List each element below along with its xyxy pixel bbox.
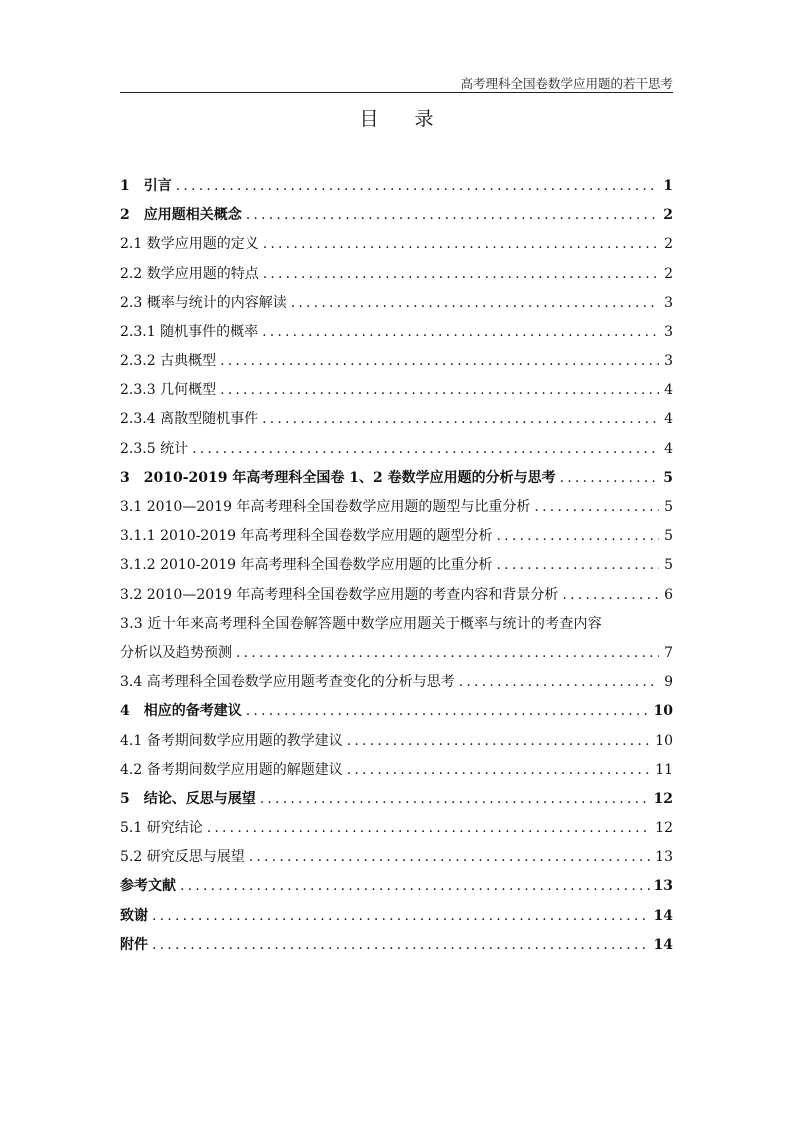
toc-entry[interactable] (120, 727, 673, 756)
toc-page-number: 3 (664, 353, 673, 370)
header-rule (120, 92, 673, 93)
toc-leader-dots (246, 697, 650, 726)
toc-leader-dots (347, 756, 651, 785)
toc-leader-dots (180, 872, 650, 901)
toc-leader-dots (497, 522, 659, 551)
toc-entry-text-line1[interactable]: 3.3 近十年来高考理科全国卷解答题中数学应用题关于概率与统计的考查内容 (120, 615, 602, 632)
toc-page-number: 12 (653, 790, 673, 807)
toc-entry-text: 5.1 研究结论 (120, 820, 203, 837)
page-title: 目录 (359, 108, 470, 130)
toc-leader-dots (246, 201, 659, 230)
toc-entry-text: 2.1 数学应用题的定义 (120, 236, 259, 253)
toc-leader-dots (262, 318, 659, 347)
toc-page-number: 11 (655, 761, 673, 778)
toc-page-number: 5 (664, 528, 673, 545)
toc-entry[interactable] (120, 230, 673, 259)
toc-page-number: 14 (653, 936, 673, 953)
toc-entry-text: 2.3.4 离散型随机事件 (120, 411, 259, 428)
toc-page-number: 2 (664, 265, 673, 282)
toc-entry[interactable] (120, 756, 673, 785)
toc-entry-text: 致谢 (120, 907, 148, 924)
toc-leader-dots (263, 230, 659, 259)
toc-leader-dots (249, 843, 651, 872)
toc-page-number: 4 (664, 440, 673, 457)
toc-entry[interactable] (120, 347, 673, 376)
toc-entry[interactable] (120, 551, 673, 580)
toc-entry-text: 2.2 数学应用题的特点 (120, 265, 259, 282)
toc-entry-text: 2 应用题相关概念 (120, 207, 242, 224)
toc-entry[interactable] (120, 318, 673, 347)
toc-page-number: 10 (653, 703, 673, 720)
toc-entry-text: 4 相应的备考建议 (120, 703, 242, 720)
toc-entry-text: 2.3.5 统计 (120, 440, 189, 457)
toc-entry-text: 4.2 备考期间数学应用题的解题建议 (120, 761, 343, 778)
toc-leader-dots (236, 639, 659, 668)
toc-page-number: 5 (663, 469, 673, 486)
toc-leader-dots (291, 289, 659, 318)
toc-entry-text: 3.1 2010—2019 年高考理科全国卷数学应用题的题型与比重分析 (120, 499, 531, 516)
toc-entry-text: 3.1.1 2010-2019 年高考理科全国卷数学应用题的题型分析 (120, 528, 493, 545)
toc-page-number: 3 (664, 323, 673, 340)
toc-entry-text: 3.4 高考理科全国卷数学应用题考查变化的分析与思考 (120, 674, 455, 691)
toc-page-number: 1 (663, 177, 673, 194)
toc-entry[interactable] (120, 289, 673, 318)
toc-leader-dots (152, 931, 650, 960)
toc-entry[interactable] (120, 376, 673, 405)
toc-leader-dots (192, 435, 659, 464)
toc-leader-dots (207, 814, 651, 843)
toc-leader-dots (176, 172, 659, 201)
toc-page-number: 2 (664, 236, 673, 253)
toc-entry[interactable] (120, 172, 673, 201)
toc-entry-text: 2.3.2 古典概型 (120, 353, 217, 370)
toc-entry[interactable] (120, 581, 673, 610)
toc-page-number: 5 (664, 499, 673, 516)
toc-entry-text: 5.2 研究反思与展望 (120, 849, 245, 866)
toc-entry[interactable] (120, 493, 673, 522)
toc-page-number: 7 (664, 644, 673, 661)
toc-entry-text: 附件 (120, 936, 148, 953)
toc-entry-text: 4.1 备考期间数学应用题的教学建议 (120, 732, 343, 749)
toc-entry-text: 3.1.2 2010-2019 年高考理科全国卷数学应用题的比重分析 (120, 557, 493, 574)
toc-page-number: 4 (664, 382, 673, 399)
toc-entry-text: 2.3 概率与统计的内容解读 (120, 294, 287, 311)
toc-entry[interactable] (120, 873, 673, 902)
toc-page-number: 13 (653, 878, 673, 895)
toc-entry[interactable] (120, 522, 673, 551)
toc-leader-dots (220, 376, 659, 405)
toc-leader-dots (263, 260, 659, 289)
toc-entry-text: 2.3.3 几何概型 (120, 382, 217, 399)
toc-entry[interactable] (120, 902, 673, 931)
toc-entry-text: 3 2010-2019 年高考理科全国卷 1、2 卷数学应用题的分析与思考 (120, 469, 556, 486)
toc-entry[interactable] (120, 260, 673, 289)
toc-entry[interactable] (120, 931, 673, 960)
toc-page-number: 6 (664, 586, 673, 603)
toc-entry[interactable] (120, 814, 673, 843)
toc-leader-dots (262, 405, 659, 434)
toc-entry-text: 参考文献 (120, 878, 176, 895)
table-of-contents (120, 172, 673, 960)
toc-page-number: 10 (655, 732, 673, 749)
toc-leader-dots (497, 551, 659, 580)
toc-leader-dots (560, 464, 659, 493)
toc-entry[interactable] (120, 464, 673, 493)
toc-leader-dots (459, 668, 659, 697)
toc-entry[interactable] (120, 697, 673, 726)
toc-page-number: 13 (655, 849, 673, 866)
toc-page-number: 9 (664, 674, 673, 691)
toc-entry-text: 分析以及趋势预测 (120, 644, 232, 661)
toc-entry-text: 3.2 2010—2019 年高考理科全国卷数学应用题的考查内容和背景分析 (120, 586, 559, 603)
toc-entry-text: 5 结论、反思与展望 (120, 790, 256, 807)
toc-entry[interactable] (120, 668, 673, 697)
toc-leader-dots (534, 493, 659, 522)
toc-page-number: 5 (664, 557, 673, 574)
toc-leader-dots (152, 902, 650, 931)
toc-leader-dots (260, 785, 650, 814)
toc-leader-dots (562, 581, 659, 610)
toc-entry-text: 1 引言 (120, 177, 172, 194)
toc-page-number: 12 (655, 820, 673, 837)
toc-entry[interactable] (120, 843, 673, 872)
toc-page-number: 2 (663, 207, 673, 224)
toc-leader-dots (220, 347, 659, 376)
toc-entry[interactable] (120, 785, 673, 814)
toc-page-number: 14 (653, 907, 673, 924)
toc-entry[interactable] (120, 406, 673, 435)
toc-page-number: 3 (664, 294, 673, 311)
toc-entry[interactable] (120, 639, 673, 668)
toc-entry-text: 2.3.1 随机事件的概率 (120, 323, 259, 340)
running-header: 高考理科全国卷数学应用题的若干思考 (460, 76, 673, 91)
toc-entry[interactable] (120, 201, 673, 230)
toc-page-number: 4 (664, 411, 673, 428)
toc-entry[interactable] (120, 435, 673, 464)
toc-leader-dots (347, 727, 651, 756)
